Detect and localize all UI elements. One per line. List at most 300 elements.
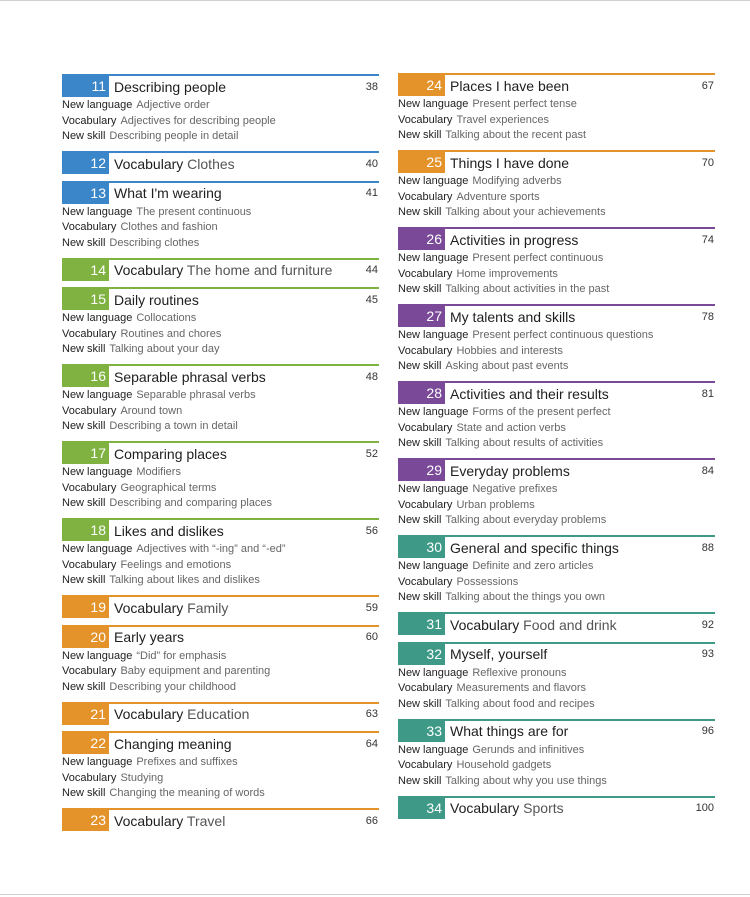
unit-title-text: Vocabulary xyxy=(114,262,184,278)
detail-value: Talking about why you use things xyxy=(445,774,607,787)
unit-details xyxy=(398,173,715,221)
unit-entry[interactable] xyxy=(398,227,715,304)
detail-value: The present continuous xyxy=(136,205,252,218)
detail-label: New language xyxy=(62,756,133,768)
unit-details xyxy=(398,558,715,606)
detail-line xyxy=(398,575,715,591)
detail-line xyxy=(62,404,379,420)
unit-header xyxy=(398,796,715,819)
detail-label: New skill xyxy=(62,236,106,249)
detail-label: New skill xyxy=(62,787,106,799)
top-rule xyxy=(0,0,750,1)
detail-value: Baby equipment and parenting xyxy=(120,665,271,677)
unit-entry[interactable] xyxy=(398,612,715,642)
detail-value: Home improvements xyxy=(456,267,558,280)
unit-title-text: Comparing places xyxy=(114,445,227,462)
unit-details xyxy=(398,742,715,790)
detail-label: New language xyxy=(62,649,133,662)
unit-header xyxy=(62,731,379,754)
unit-entry[interactable] xyxy=(398,73,715,150)
detail-label: Vocabulary xyxy=(398,759,453,771)
unit-page-number: 44 xyxy=(365,264,378,276)
detail-value: Geographical terms xyxy=(120,481,217,494)
detail-label: New language xyxy=(398,329,469,341)
unit-subtitle: The home and furniture xyxy=(186,262,333,278)
detail-label: New skill xyxy=(398,283,442,295)
unit-title-text: Separable phrasal verbs xyxy=(114,368,266,385)
unit-header xyxy=(398,642,715,665)
unit-number: 33 xyxy=(398,721,445,742)
unit-title-text: Vocabulary xyxy=(114,599,184,616)
detail-line xyxy=(398,344,715,360)
unit-page-number: 38 xyxy=(365,80,378,93)
unit-entry[interactable] xyxy=(62,625,379,702)
detail-value: Talking about your achievements xyxy=(445,206,606,218)
unit-title-text: My talents and skills xyxy=(450,308,576,325)
detail-label: Vocabulary xyxy=(62,558,117,571)
detail-line xyxy=(398,681,715,697)
left-column xyxy=(62,74,379,838)
detail-label: New language xyxy=(62,389,133,401)
detail-line xyxy=(398,251,715,267)
detail-line xyxy=(62,573,379,589)
unit-page-number: 60 xyxy=(365,631,378,643)
unit-subtitle: Clothes xyxy=(187,155,235,172)
unit-title-text: Things I have done xyxy=(450,154,570,171)
unit-page-number: 56 xyxy=(365,524,378,537)
detail-value: State and action verbs xyxy=(456,421,566,434)
detail-label: New language xyxy=(398,560,469,572)
unit-entry[interactable] xyxy=(62,808,379,838)
unit-number: 20 xyxy=(62,627,109,648)
detail-label: New skill xyxy=(398,697,442,710)
unit-entry[interactable] xyxy=(398,642,715,719)
unit-title xyxy=(114,292,366,308)
unit-header xyxy=(398,73,715,96)
unit-entry[interactable] xyxy=(62,287,379,364)
detail-line xyxy=(398,328,715,344)
unit-header xyxy=(62,181,379,204)
unit-number: 11 xyxy=(62,76,109,97)
unit-page-number: 96 xyxy=(701,725,714,737)
detail-label: New language xyxy=(398,743,469,756)
detail-label: New language xyxy=(62,466,133,478)
detail-value: Forms of the present perfect xyxy=(472,406,611,418)
unit-title-text: What things are for xyxy=(450,723,569,739)
detail-line xyxy=(398,758,715,774)
detail-label: New language xyxy=(398,98,469,110)
detail-label: New language xyxy=(62,312,133,324)
unit-title xyxy=(450,309,702,325)
unit-entry[interactable] xyxy=(398,458,715,535)
detail-label: New skill xyxy=(62,130,106,142)
detail-label: New language xyxy=(62,99,133,111)
unit-header xyxy=(62,625,379,648)
detail-label: New skill xyxy=(62,680,106,693)
unit-page-number: 88 xyxy=(701,541,714,554)
detail-label: Vocabulary xyxy=(62,404,117,417)
detail-line xyxy=(62,664,379,680)
unit-title xyxy=(450,800,696,816)
unit-title-text: Daily routines xyxy=(114,291,199,308)
unit-page-number: 92 xyxy=(701,618,714,631)
unit-entry[interactable] xyxy=(398,381,715,458)
detail-label: New skill xyxy=(398,129,442,141)
detail-line xyxy=(398,774,715,790)
detail-label: New skill xyxy=(62,420,106,432)
unit-header xyxy=(62,151,379,174)
detail-line xyxy=(398,590,715,606)
unit-title-text: Changing meaning xyxy=(114,735,232,752)
detail-label: Vocabulary xyxy=(62,481,117,494)
detail-value: Definite and zero articles xyxy=(472,560,594,572)
unit-entry[interactable] xyxy=(62,441,379,518)
unit-number: 27 xyxy=(398,306,445,327)
unit-details xyxy=(62,648,379,696)
detail-label: Vocabulary xyxy=(62,221,117,233)
unit-number: 25 xyxy=(398,152,445,173)
detail-value: Describing clothes xyxy=(109,236,200,249)
detail-line xyxy=(398,205,715,221)
detail-value: Gerunds and infinitives xyxy=(472,743,585,756)
unit-title xyxy=(114,79,366,95)
detail-value: Present perfect tense xyxy=(472,98,577,110)
detail-label: New skill xyxy=(62,497,106,509)
detail-line xyxy=(62,129,379,145)
detail-value: Present perfect continuous xyxy=(472,252,604,264)
detail-line xyxy=(62,327,379,343)
unit-page-number: 81 xyxy=(701,387,714,400)
detail-value: “Did” for emphasis xyxy=(136,649,227,662)
unit-entry[interactable] xyxy=(398,150,715,227)
unit-header xyxy=(398,719,715,742)
unit-number: 12 xyxy=(62,153,109,174)
unit-title xyxy=(114,369,366,385)
detail-line xyxy=(398,359,715,375)
unit-title xyxy=(450,540,702,556)
detail-label: Vocabulary xyxy=(398,113,453,126)
unit-details xyxy=(62,464,379,512)
detail-label: New language xyxy=(398,252,469,264)
unit-number: 16 xyxy=(62,366,109,387)
detail-value: Feelings and emotions xyxy=(120,558,232,571)
unit-details xyxy=(398,665,715,713)
unit-entry[interactable] xyxy=(62,702,379,732)
unit-number: 24 xyxy=(398,75,445,96)
detail-line xyxy=(62,496,379,512)
detail-value: Present perfect continuous questions xyxy=(472,329,654,341)
unit-title-text: Vocabulary xyxy=(450,616,520,633)
detail-line xyxy=(62,236,379,252)
unit-entry[interactable] xyxy=(398,719,715,796)
unit-header xyxy=(62,595,379,618)
detail-value: Clothes and fashion xyxy=(120,221,218,233)
detail-line xyxy=(398,498,715,514)
unit-number: 13 xyxy=(62,183,109,204)
detail-label: Vocabulary xyxy=(398,190,453,203)
unit-number: 34 xyxy=(398,798,445,819)
detail-line xyxy=(398,666,715,682)
detail-value: Measurements and flavors xyxy=(456,682,587,694)
detail-value: Changing the meaning of words xyxy=(109,787,265,799)
unit-title xyxy=(114,446,366,462)
unit-header xyxy=(398,381,715,404)
detail-line xyxy=(398,128,715,144)
detail-line xyxy=(398,559,715,575)
unit-title xyxy=(114,262,366,278)
unit-number: 21 xyxy=(62,704,109,725)
detail-value: Adjectives with “-ing” and “-ed” xyxy=(136,543,286,555)
unit-title-text: Describing people xyxy=(114,78,227,95)
unit-number: 23 xyxy=(62,810,109,831)
unit-page-number: 59 xyxy=(365,601,378,614)
detail-line xyxy=(62,542,379,558)
unit-title-text: Activities in progress xyxy=(450,231,579,248)
detail-label: Vocabulary xyxy=(62,665,117,677)
unit-number: 18 xyxy=(62,520,109,541)
detail-line xyxy=(62,649,379,665)
detail-label: Vocabulary xyxy=(398,344,453,357)
detail-value: Negative prefixes xyxy=(472,483,558,495)
unit-header xyxy=(62,441,379,464)
unit-title xyxy=(114,185,366,201)
unit-entry[interactable] xyxy=(62,518,379,595)
detail-value: Talking about your day xyxy=(109,343,220,355)
unit-header xyxy=(398,150,715,173)
unit-number: 28 xyxy=(398,383,445,404)
unit-number: 29 xyxy=(398,460,445,481)
detail-line xyxy=(398,436,715,452)
detail-value: Separable phrasal verbs xyxy=(136,389,256,401)
unit-subtitle: Food and drink xyxy=(523,616,617,633)
detail-value: Adjective order xyxy=(136,99,210,111)
detail-value: Talking about the things you own xyxy=(445,591,606,603)
unit-header xyxy=(62,808,379,831)
detail-label: Vocabulary xyxy=(398,498,453,511)
unit-page-number: 48 xyxy=(365,370,378,383)
detail-label: Vocabulary xyxy=(398,421,453,434)
unit-page-number: 78 xyxy=(701,310,714,323)
detail-value: Modifiers xyxy=(136,466,181,478)
unit-title-text: Vocabulary xyxy=(114,706,184,722)
unit-details xyxy=(398,250,715,298)
unit-header xyxy=(62,74,379,97)
unit-entry[interactable] xyxy=(62,731,379,808)
detail-value: Adventure sports xyxy=(456,190,540,203)
unit-number: 26 xyxy=(398,229,445,250)
unit-entry[interactable] xyxy=(398,535,715,612)
detail-line xyxy=(62,114,379,130)
detail-value: Talking about food and recipes xyxy=(445,697,595,710)
detail-line xyxy=(398,513,715,529)
unit-page-number: 84 xyxy=(701,464,714,477)
detail-value: Talking about the recent past xyxy=(445,129,587,141)
unit-title xyxy=(450,78,702,94)
bottom-rule xyxy=(0,894,750,895)
detail-line xyxy=(398,174,715,190)
detail-line xyxy=(62,786,379,802)
detail-label: New language xyxy=(398,483,469,495)
detail-value: Adjectives for describing people xyxy=(120,114,276,127)
unit-header xyxy=(62,364,379,387)
unit-details xyxy=(398,96,715,144)
detail-value: Asking about past events xyxy=(445,360,569,372)
detail-value: Describing your childhood xyxy=(109,680,236,693)
unit-title-text: Places I have been xyxy=(450,77,570,94)
unit-page-number: 52 xyxy=(365,447,378,460)
unit-page-number: 64 xyxy=(365,737,378,750)
unit-number: 30 xyxy=(398,537,445,558)
detail-value: Talking about likes and dislikes xyxy=(109,574,260,586)
unit-number: 14 xyxy=(62,260,109,281)
detail-label: New skill xyxy=(398,774,442,787)
detail-line xyxy=(62,465,379,481)
detail-value: Routines and chores xyxy=(120,327,222,340)
unit-header xyxy=(62,258,379,281)
unit-title-text: Likes and dislikes xyxy=(114,522,224,539)
detail-label: New skill xyxy=(398,591,442,603)
unit-header xyxy=(62,518,379,541)
detail-line xyxy=(398,190,715,206)
unit-title xyxy=(114,629,366,645)
detail-line xyxy=(398,267,715,283)
unit-title xyxy=(450,386,702,402)
detail-value: Reflexive pronouns xyxy=(472,666,567,679)
unit-number: 32 xyxy=(398,644,445,665)
unit-number: 17 xyxy=(62,443,109,464)
detail-label: New language xyxy=(398,666,469,679)
unit-entry[interactable] xyxy=(62,364,379,441)
unit-title xyxy=(114,706,366,722)
unit-number: 22 xyxy=(62,733,109,754)
unit-subtitle: Family xyxy=(187,599,229,616)
detail-label: New language xyxy=(398,175,469,187)
unit-details xyxy=(62,541,379,589)
detail-line xyxy=(398,282,715,298)
detail-label: Vocabulary xyxy=(398,575,453,588)
right-column xyxy=(398,73,715,825)
unit-entry[interactable] xyxy=(62,258,379,288)
detail-value: Describing and comparing places xyxy=(109,497,273,509)
unit-details xyxy=(398,327,715,375)
unit-number: 31 xyxy=(398,614,445,635)
detail-line xyxy=(62,220,379,236)
unit-header xyxy=(398,535,715,558)
detail-value: Travel experiences xyxy=(456,113,549,126)
detail-label: New language xyxy=(62,205,133,218)
detail-value: Hobbies and interests xyxy=(456,344,563,357)
detail-label: New skill xyxy=(398,360,442,372)
unit-details xyxy=(62,754,379,802)
detail-value: Collocations xyxy=(136,312,197,324)
detail-line xyxy=(62,98,379,114)
unit-header xyxy=(62,287,379,310)
unit-title xyxy=(114,813,366,829)
detail-line xyxy=(398,113,715,129)
detail-label: New skill xyxy=(398,437,442,449)
unit-subtitle: Sports xyxy=(523,800,564,816)
unit-entry[interactable] xyxy=(62,181,379,258)
unit-title xyxy=(450,646,702,662)
detail-line xyxy=(62,388,379,404)
detail-label: Vocabulary xyxy=(62,114,117,127)
unit-title-text: Vocabulary xyxy=(450,800,520,816)
unit-details xyxy=(398,481,715,529)
detail-value: Studying xyxy=(120,771,164,784)
unit-title xyxy=(450,232,702,248)
detail-label: New skill xyxy=(62,343,106,355)
unit-number: 15 xyxy=(62,289,109,310)
unit-title-text: Vocabulary xyxy=(114,812,184,829)
detail-line xyxy=(62,771,379,787)
unit-title-text: Vocabulary xyxy=(114,155,184,172)
unit-page-number: 41 xyxy=(365,187,378,199)
detail-label: New skill xyxy=(398,206,442,218)
detail-value: Urban problems xyxy=(456,498,535,511)
unit-details xyxy=(398,404,715,452)
unit-title-text: What I'm wearing xyxy=(114,185,222,201)
unit-entry[interactable] xyxy=(398,304,715,381)
detail-value: Talking about activities in the past xyxy=(445,283,610,295)
unit-page-number: 40 xyxy=(365,157,378,170)
unit-title-text: Activities and their results xyxy=(450,385,609,402)
unit-page-number: 100 xyxy=(695,802,714,814)
unit-title xyxy=(450,463,702,479)
unit-subtitle: Travel xyxy=(186,812,226,829)
unit-title xyxy=(450,617,702,633)
unit-page-number: 45 xyxy=(365,293,378,306)
detail-line xyxy=(398,743,715,759)
detail-label: Vocabulary xyxy=(398,682,453,694)
unit-page-number: 70 xyxy=(701,156,714,169)
detail-value: Household gadgets xyxy=(456,759,552,771)
detail-label: Vocabulary xyxy=(62,327,117,340)
detail-value: Around town xyxy=(120,404,183,417)
detail-label: New skill xyxy=(62,574,106,586)
detail-line xyxy=(398,97,715,113)
unit-details xyxy=(62,97,379,145)
detail-value: Possessions xyxy=(456,575,519,588)
detail-value: Modifying adverbs xyxy=(472,175,562,187)
detail-line xyxy=(62,558,379,574)
unit-entry[interactable] xyxy=(398,796,715,826)
unit-title xyxy=(114,523,366,539)
detail-value: Talking about everyday problems xyxy=(445,514,607,526)
detail-value: Describing people in detail xyxy=(109,130,239,142)
unit-title xyxy=(450,723,702,739)
detail-label: New language xyxy=(62,543,133,555)
unit-header xyxy=(398,227,715,250)
detail-line xyxy=(62,419,379,435)
detail-label: New skill xyxy=(398,514,442,526)
unit-title-text: Early years xyxy=(114,629,185,645)
unit-details xyxy=(62,310,379,358)
unit-header xyxy=(398,458,715,481)
unit-title xyxy=(450,155,702,171)
unit-entry[interactable] xyxy=(62,74,379,151)
detail-line xyxy=(62,342,379,358)
detail-value: Talking about results of activities xyxy=(445,437,604,449)
detail-line xyxy=(62,755,379,771)
unit-header xyxy=(398,304,715,327)
unit-header xyxy=(62,702,379,725)
unit-entry[interactable] xyxy=(62,151,379,181)
unit-number: 19 xyxy=(62,597,109,618)
detail-label: Vocabulary xyxy=(62,771,117,784)
unit-page-number: 63 xyxy=(365,708,378,720)
unit-entry[interactable] xyxy=(62,595,379,625)
unit-title xyxy=(114,600,366,616)
